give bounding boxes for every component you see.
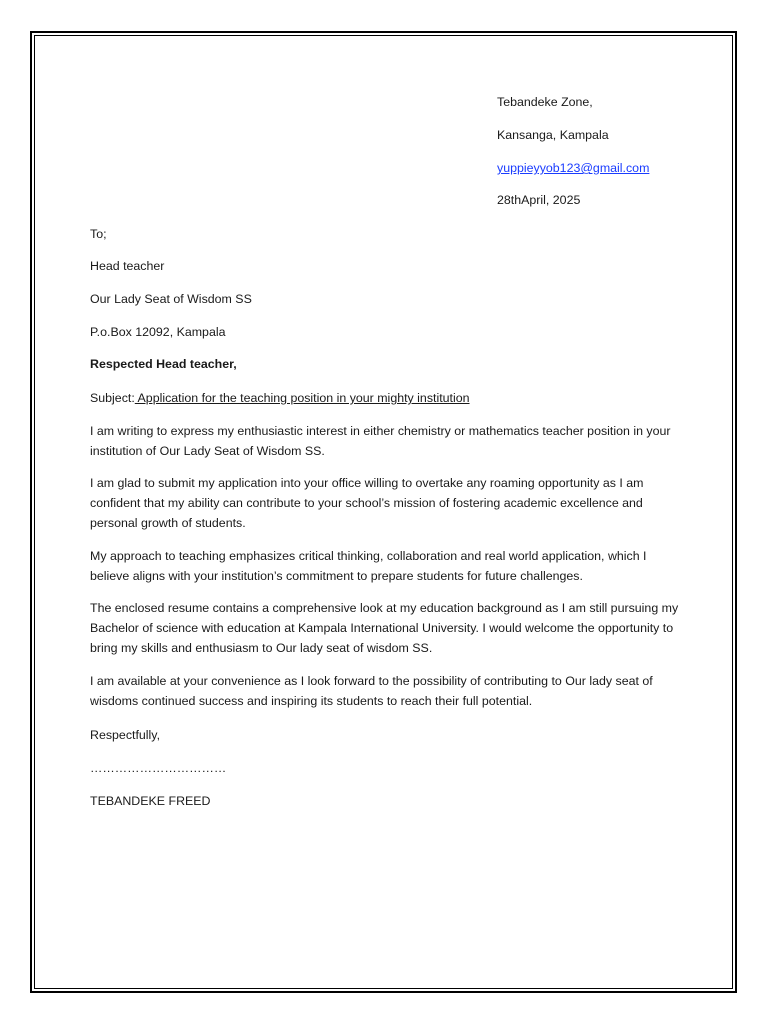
recipient-title: Head teacher (90, 259, 165, 273)
body-paragraph-4: The enclosed resume contains a comprehensive look at my education background as I am still pursuing my Bachelor of science with education at Kampala International University. I would welcome the opportunity to bring my skills and enthusiasm to Our lady seat of wisdom SS. (90, 601, 679, 655)
recipient-address: P.o.Box 12092, Kampala (90, 325, 226, 339)
closing: Respectfully, (90, 728, 161, 742)
sender-address-line1: Tebandeke Zone, (497, 95, 593, 109)
letter-date: 28thApril, 2025 (497, 193, 581, 207)
sender-email-link[interactable]: yuppieyyob123@gmail.com (497, 161, 650, 175)
body-paragraph-2: I am glad to submit my application into your office willing to overtake any roaming opportunity as I am confident that my ability can contribute to your school’s mission of fostering academic excellence and personal growth of students. (90, 476, 644, 530)
recipient-school: Our Lady Seat of Wisdom SS (90, 292, 252, 306)
signature-line: …………………………… (90, 761, 227, 775)
signer-name: TEBANDEKE FREED (90, 794, 211, 808)
body-paragraph-3: My approach to teaching emphasizes critical thinking, collaboration and real world application, which I believe aligns with your institution’s commitment to prepare students for future challenges. (90, 549, 647, 583)
salutation: Respected Head teacher, (90, 357, 237, 371)
body-paragraph-1: I am writing to express my enthusiastic interest in either chemistry or mathematics teacher position in your institution of Our Lady Seat of Wisdom SS. (90, 424, 671, 458)
sender-address-line2: Kansanga, Kampala (497, 128, 609, 142)
body-paragraph-5: I am available at your convenience as I look forward to the possibility of contributing to Our lady seat of wisdoms continued success and inspiring its students to reach their full potential. (90, 674, 653, 708)
subject-text: Application for the teaching position in your mighty institution (134, 391, 470, 405)
recipient-to: To; (90, 227, 107, 241)
subject-label: Subject: (90, 391, 135, 405)
subject-line (90, 388, 470, 408)
